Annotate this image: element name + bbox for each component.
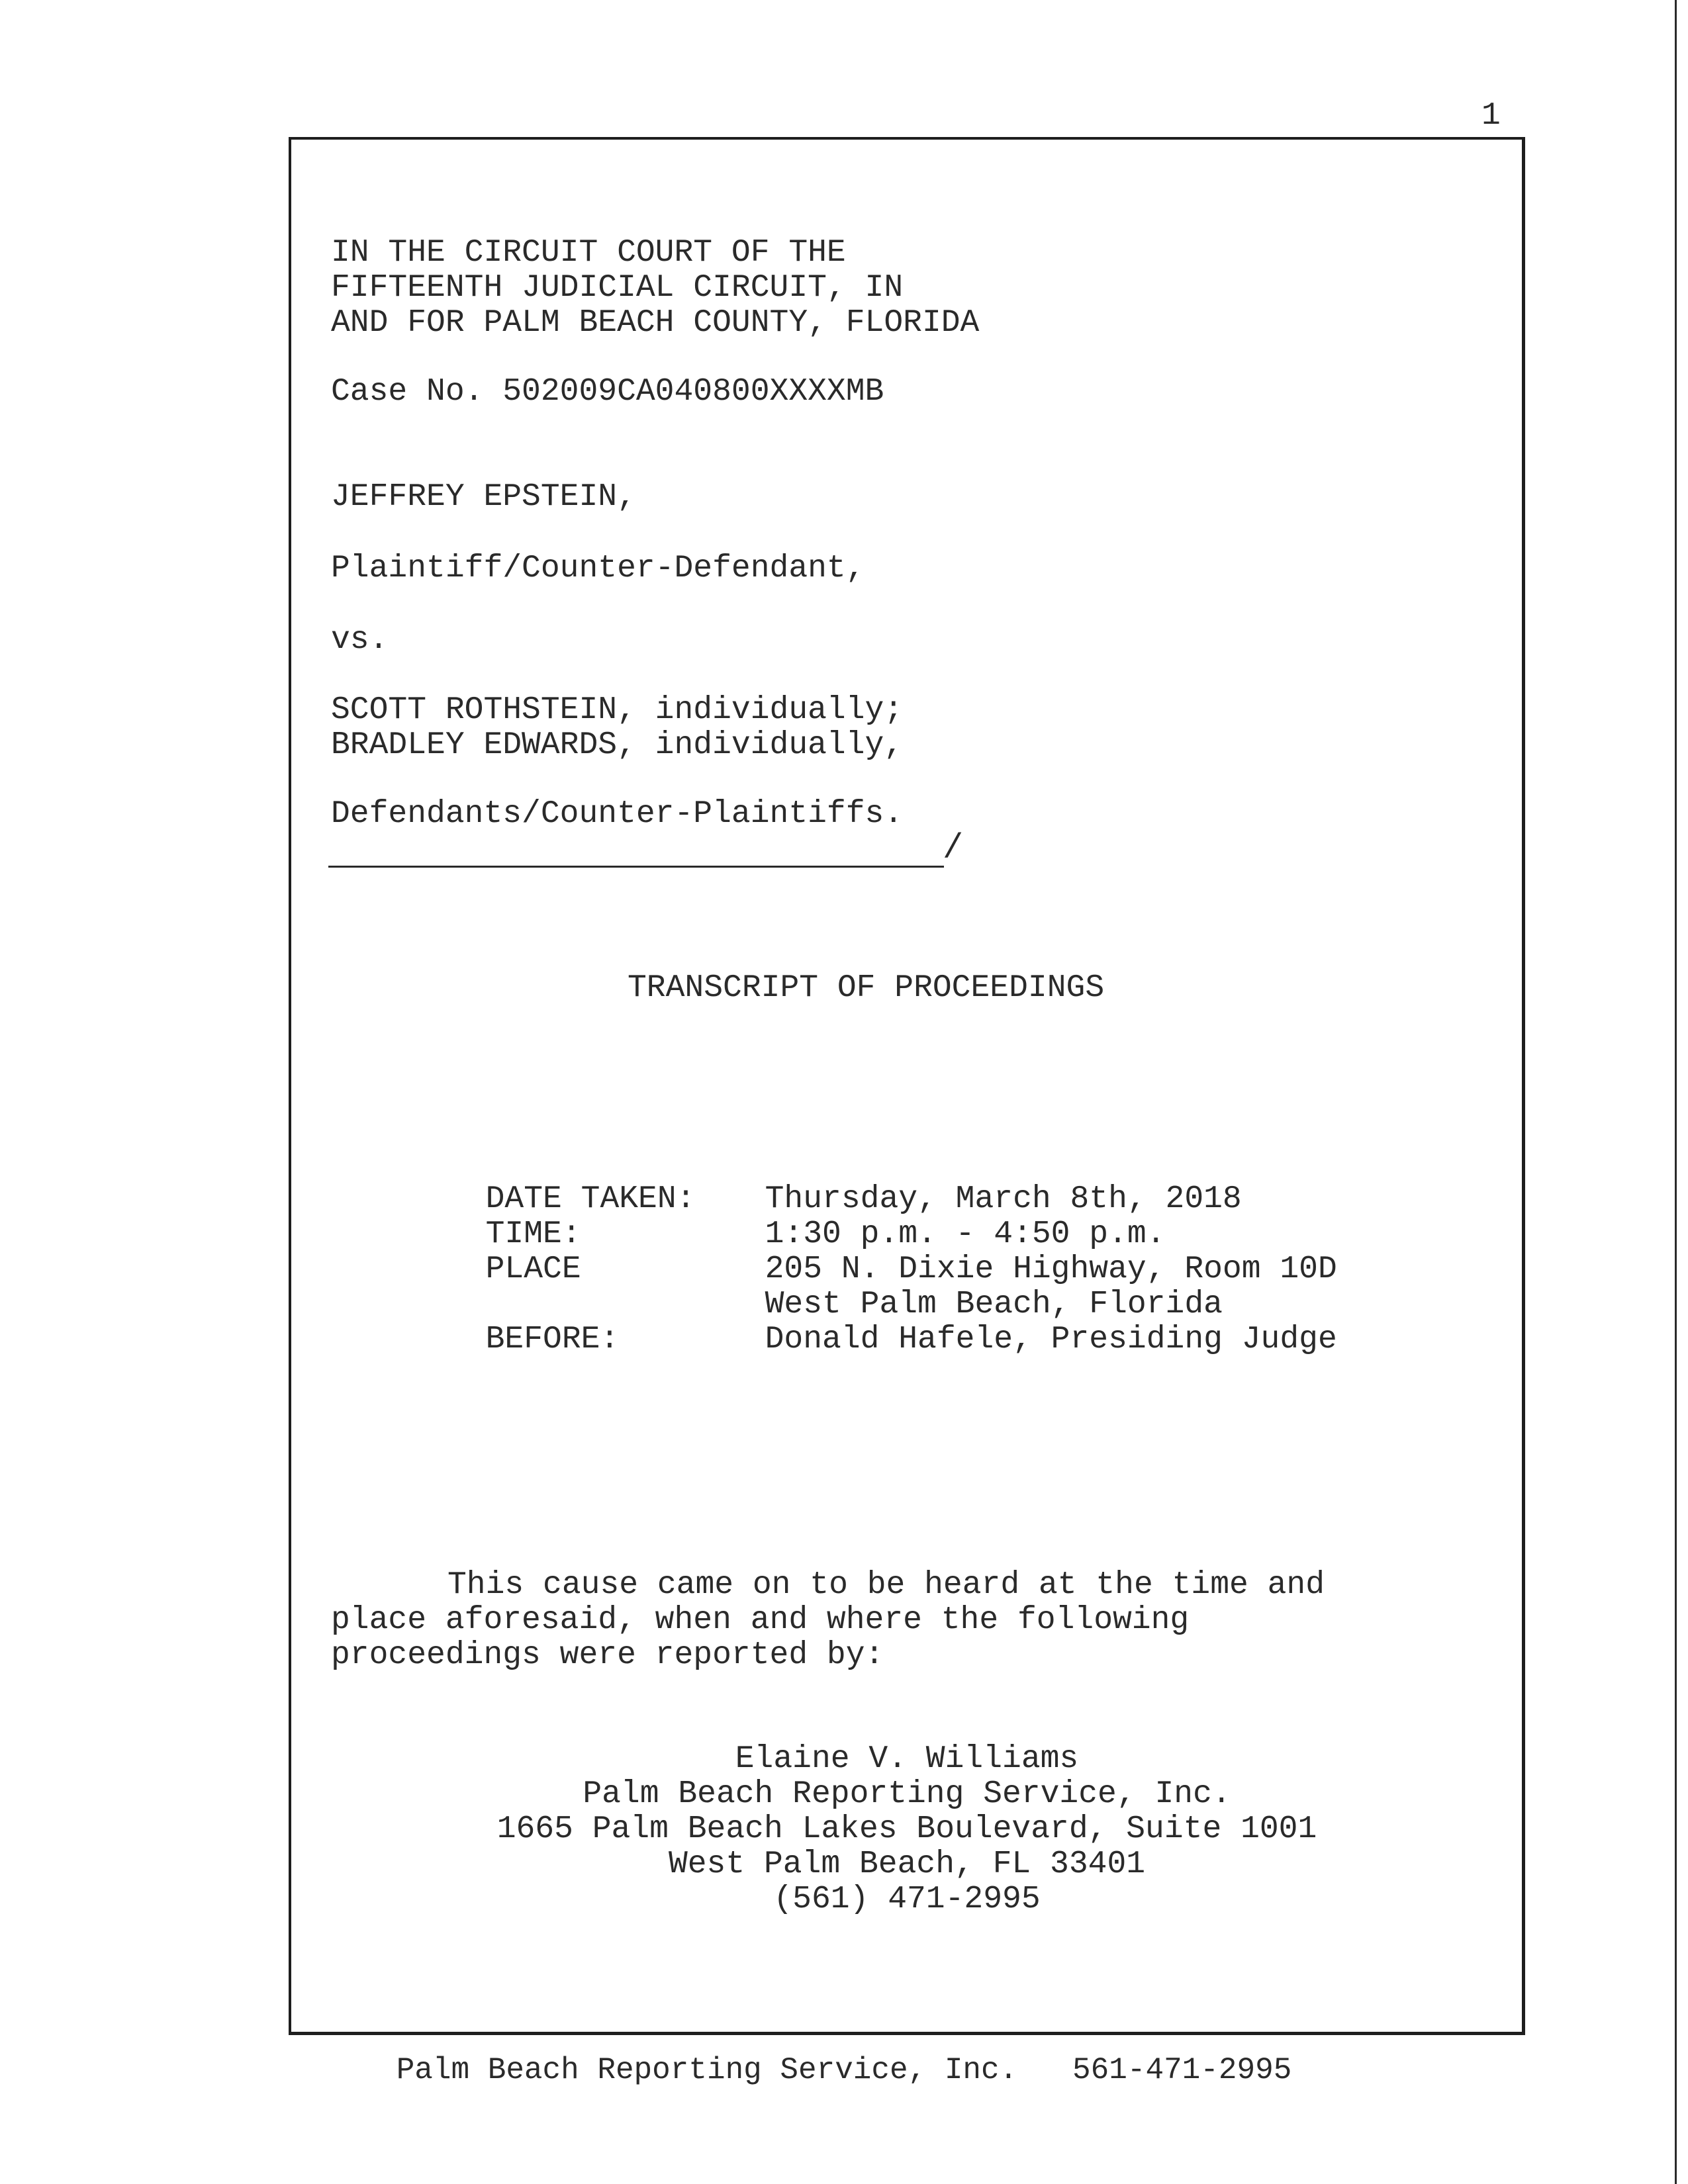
reporter-address: 1665 Palm Beach Lakes Boulevard, Suite 1001	[496, 1811, 1317, 1847]
page-footer: Palm Beach Reporting Service, Inc. 561-471-2995	[396, 2053, 1292, 2087]
defendant-name-1: SCOTT ROTHSTEIN, individually;	[331, 692, 904, 728]
caption-underline	[328, 866, 944, 868]
plaintiff-name: JEFFREY EPSTEIN,	[331, 479, 636, 515]
document-title: TRANSCRIPT OF PROCEEDINGS	[628, 970, 1105, 1006]
date-label: DATE TAKEN:	[485, 1181, 696, 1217]
time-label: TIME:	[485, 1216, 581, 1252]
page-edge-line	[1675, 0, 1677, 2184]
statement-line-3: proceedings were reported by:	[331, 1637, 884, 1673]
before-value: Donald Hafele, Presiding Judge	[765, 1322, 1337, 1357]
versus-label: vs.	[331, 622, 389, 658]
court-heading-line-1: IN THE CIRCUIT COURT OF THE	[331, 235, 846, 271]
reporter-phone: (561) 471-2995	[773, 1882, 1041, 1917]
time-value: 1:30 p.m. - 4:50 p.m.	[765, 1216, 1166, 1252]
reporter-city: West Palm Beach, FL 33401	[668, 1846, 1146, 1882]
defendant-name-2: BRADLEY EDWARDS, individually,	[331, 727, 904, 763]
caption-slash: /	[943, 829, 964, 868]
reporter-name: Elaine V. Williams	[735, 1741, 1079, 1777]
statement-line-2: place aforesaid, when and where the following	[331, 1602, 1190, 1638]
place-label: PLACE	[485, 1251, 581, 1287]
statement-line-1: This cause came on to be heard at the time and	[447, 1567, 1325, 1603]
reporter-company: Palm Beach Reporting Service, Inc.	[583, 1776, 1231, 1812]
defendant-role: Defendants/Counter-Plaintiffs.	[331, 796, 904, 832]
before-label: BEFORE:	[485, 1322, 620, 1357]
date-value: Thursday, March 8th, 2018	[765, 1181, 1242, 1217]
court-heading-line-3: AND FOR PALM BEACH COUNTY, FLORIDA	[331, 305, 980, 341]
before-row	[447, 1286, 1337, 1357]
court-heading-line-2: FIFTEENTH JUDICIAL CIRCUIT, IN	[331, 270, 904, 306]
plaintiff-role: Plaintiff/Counter-Defendant,	[331, 551, 865, 586]
case-number: Case No. 502009CA040800XXXXMB	[331, 374, 884, 410]
place-value-line-2: West Palm Beach, Florida	[765, 1287, 1223, 1322]
place-value-line-1: 205 N. Dixie Highway, Room 10D	[765, 1251, 1337, 1287]
page-number: 1	[1481, 98, 1501, 134]
